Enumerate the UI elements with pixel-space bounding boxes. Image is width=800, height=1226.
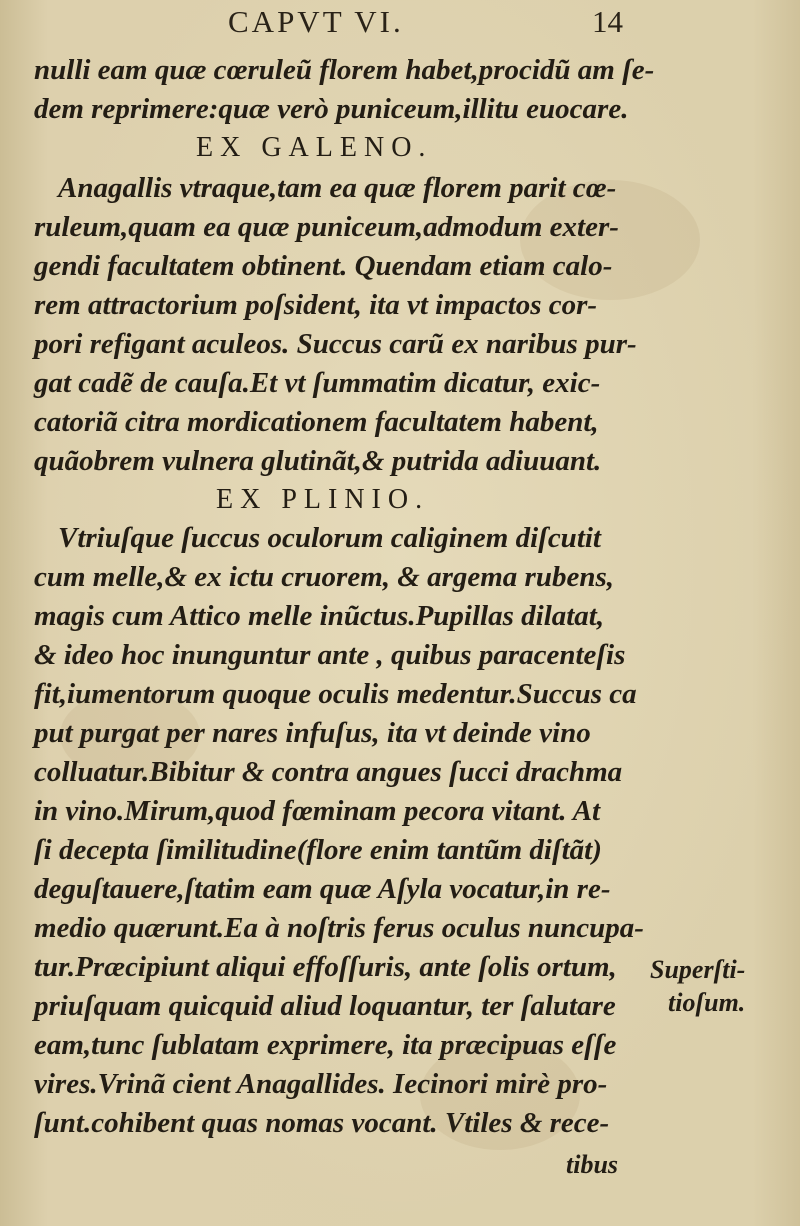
text-line: gat cadẽ de cauſa.Et vt ſummatim dicatur, exic- <box>34 367 601 399</box>
text-line: magis cum Attico melle inũctus.Pupillas dilatat, <box>34 600 605 632</box>
text-line: eam,tunc ſublatam exprimere, ita præcipuas eſſe <box>34 1029 617 1061</box>
text-line: Anagallis vtraque,tam ea quæ florem parit cœ- <box>58 172 617 204</box>
folio-number: 14 <box>592 4 623 39</box>
text-line: vires.Vrinã cient Anagallides. Iecinori mirè pro- <box>34 1068 608 1100</box>
text-line: fit,iumentorum quoque oculis medentur.Succus ca <box>34 678 637 710</box>
text-line: pori refigant aculeos. Succus carũ ex naribus pur- <box>34 328 637 360</box>
text-line: deguſtauere,ſtatim eam quæ Aſyla vocatur,in re- <box>34 873 611 905</box>
text-line: ruleum,quam ea quæ puniceum,admodum exter- <box>34 211 619 243</box>
text-line: ſunt.cohibent quas nomas vocant. Vtiles & rece- <box>34 1107 610 1139</box>
text-line: & ideo hoc inunguntur ante , quibus paracenteſis <box>34 639 626 671</box>
text-line: rem attractorium poſsident, ita vt impactos cor- <box>34 289 598 321</box>
text-line: colluatur.Bibitur & contra angues ſucci drachma <box>34 756 623 788</box>
section-heading-galen: EX GALENO. <box>196 132 433 163</box>
running-head: CAPVT VI. <box>228 4 404 39</box>
section-heading-plinio: EX PLINIO. <box>216 484 430 515</box>
catchword: tibus <box>566 1150 619 1179</box>
text-line: catoriã citra mordicationem facultatem habent, <box>34 406 599 438</box>
text-line: put purgat per nares infuſus, ita vt deinde vino <box>34 717 591 749</box>
text-line: cum melle,& ex ictu cruorem, & argema rubens, <box>34 561 614 593</box>
text-line: tur.Præcipiunt aliqui effoſſuris, ante ſolis ortum, <box>34 951 617 983</box>
margin-note-line: Superſti- <box>650 955 746 984</box>
text-line: dem reprimere:quæ verò puniceum,illitu euocare. <box>34 93 629 125</box>
text-line: priuſquam quicquid aliud loquantur, ter ſalutare <box>34 990 616 1022</box>
margin-note-line: tioſum. <box>668 988 746 1017</box>
text-line: in vino.Mirum,quod fœminam pecora vitant. At <box>34 795 601 827</box>
text-line: Vtriuſque ſuccus oculorum caliginem diſcutit <box>58 522 601 554</box>
text-line: ſi decepta ſimilitudine(flore enim tantũm diſtãt) <box>34 834 602 866</box>
page-header <box>0 4 800 44</box>
text-line: nulli eam quæ cœruleũ florem habet,procidũ am ſe- <box>34 54 655 86</box>
text-line: medio quærunt.Ea à noſtris ferus oculus nuncupa- <box>34 912 644 944</box>
text-line: gendi facultatem obtinent. Quendam etiam calo- <box>34 250 613 282</box>
text-line: quãobrem vulnera glutinãt,& putrida adiuuant. <box>34 445 602 477</box>
